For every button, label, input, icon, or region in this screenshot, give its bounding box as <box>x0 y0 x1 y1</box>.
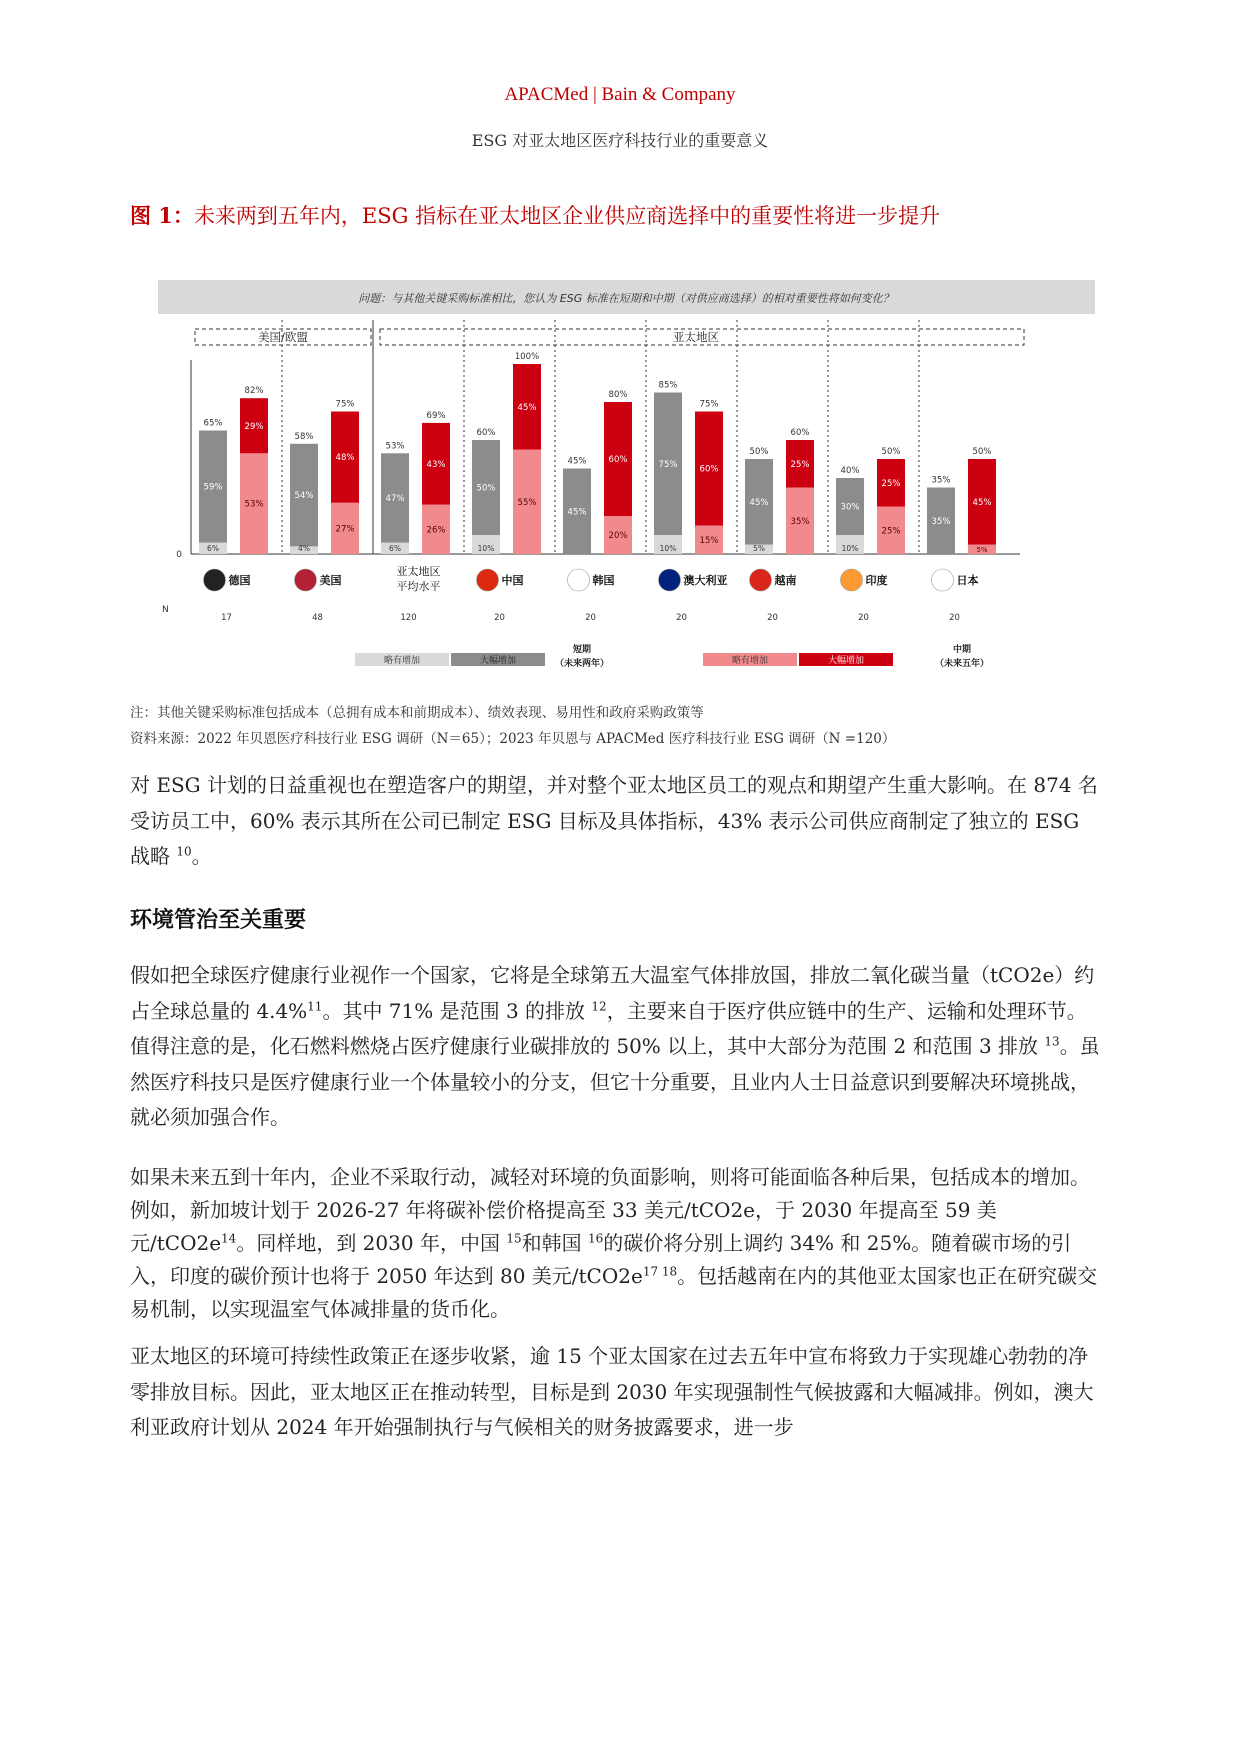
mid-term-slight-label: 25% <box>881 526 901 537</box>
esg-importance-chart <box>140 272 1100 677</box>
p2-part-4: 。虽然医疗科技只是医疗健康行业一个体量较小的分支，但它十分重要，且业内人士日益意识到要解决环境挑战，就必须加强合作。 <box>130 1034 1100 1129</box>
mid-term-total-label: 60% <box>790 428 810 438</box>
short-term-slight-label: 6% <box>389 544 401 553</box>
question-text: 问题：与其他关键采购标准相比，您认为 ESG 标准在短期和中期（对供应商选择）的相对重要性将如何变化？ <box>358 292 894 305</box>
short-term-slight-label: 5% <box>753 544 765 553</box>
n-value: 120 <box>400 613 417 623</box>
n-value: 20 <box>585 613 596 623</box>
short-term-total-label: 58% <box>294 431 314 442</box>
y-zero-label: 0 <box>176 550 182 560</box>
mid-term-slight-label: 26% <box>426 525 446 536</box>
short-term-large-label: 50% <box>476 483 496 494</box>
flag-icon <box>841 569 863 591</box>
paragraph-1 <box>130 768 1105 875</box>
p3-part-3: 和韩国 <box>521 1231 588 1255</box>
category-label: 越南 <box>774 574 797 587</box>
short-term-total-label: 53% <box>385 441 405 452</box>
short-term-total-label: 60% <box>476 428 496 438</box>
short-term-large-label: 59% <box>203 482 223 493</box>
p3-part-4: 的碳价将分别上调约 34% 和 25%。随着碳市场的引入，印度的碳价预计也将于 2050 年达到 80 美元/tCO2e <box>130 1231 1072 1288</box>
p2-part-1: 假如把全球医疗健康行业视作一个国家，它将是全球第五大温室气体排放国，排放二氧化碳当量（tCO2e）约占全球总量的 4.4% <box>130 963 1095 1023</box>
mid-term-large-label: 45% <box>517 402 537 413</box>
short-term-large-label: 54% <box>294 491 314 502</box>
group-label-us-eu: 美国/欧盟 <box>258 330 308 344</box>
category-label: 德国 <box>228 574 251 587</box>
figure-title-text: 未来两到五年内，ESG 指标在亚太地区企业供应商选择中的重要性将进一步提升 <box>193 204 941 228</box>
p1-text: 对 ESG 计划的日益重视也在塑造客户的期望，并对整个亚太地区员工的观点和期望产生重大影响。在 874 名受访员工中，60% 表示其所在公司已制定 ESG 目标及具体指标，43% 表示公司供应商制定了独立的 ESG 战略 <box>130 773 1098 868</box>
short-term-total-label: 45% <box>567 456 587 467</box>
short-term-slight-label: 4% <box>298 544 310 553</box>
ref-15: 15 <box>506 1231 522 1246</box>
ref-12: 12 <box>591 998 607 1013</box>
legend-short-subtitle: （未来两年） <box>554 659 610 669</box>
mid-term-large-label: 60% <box>608 455 628 465</box>
mid-term-large-label: 29% <box>244 421 264 432</box>
flag-icon <box>204 569 226 591</box>
short-term-large-label: 45% <box>749 497 769 508</box>
paragraph-3 <box>130 1161 1105 1326</box>
paragraph-4: 亚太地区的环境可持续性政策正在逐步收紧，逾 15 个亚太国家在过去五年中宣布将致力于实现雄心勃勃的净零排放目标。因此，亚太地区正在推动转型，目标是到 2030 年实现强制性气候披露和大幅减排。例如，澳大利亚政府计划从 2024 年开始强制执行与气候相关的财务披露要求，进一步 <box>130 1344 1094 1439</box>
category-label: 中国 <box>501 574 524 587</box>
mid-term-slight-label: 27% <box>335 524 355 535</box>
p2-part-2: 。其中 71% 是范围 3 的排放 <box>322 998 592 1023</box>
flag-icon <box>568 569 590 591</box>
mid-term-total-label: 80% <box>608 390 628 400</box>
ref-10: 10 <box>176 844 192 859</box>
mid-term-total-label: 69% <box>426 410 446 421</box>
short-term-large-label: 35% <box>931 516 951 527</box>
short-term-total-label: 65% <box>203 418 223 429</box>
short-term-total-label: 85% <box>658 380 678 391</box>
mid-term-large-label: 60% <box>699 464 719 475</box>
p1-end: 。 <box>191 844 212 868</box>
legend-mid-subtitle: （未来五年） <box>934 659 990 669</box>
header-subtitle: ESG 对亚太地区医疗科技行业的重要意义 <box>471 131 769 150</box>
p3-part-2: 。同样地，到 2030 年，中国 <box>236 1231 507 1255</box>
legend-mid-title: 中期 <box>952 645 972 655</box>
n-value: 20 <box>767 613 778 623</box>
flag-icon <box>295 569 317 591</box>
mid-term-slight-label: 35% <box>790 516 810 527</box>
ref-17-18: 17 18 <box>642 1264 678 1279</box>
short-term-total-label: 50% <box>749 447 769 457</box>
n-value: 20 <box>676 613 687 623</box>
short-term-slight-label: 10% <box>841 544 859 553</box>
mid-term-slight-label: 15% <box>699 535 719 546</box>
flag-icon <box>477 569 499 591</box>
mid-term-large-label: 25% <box>790 459 810 470</box>
short-term-slight-label: 10% <box>659 544 677 553</box>
group-label-apac: 亚太地区 <box>673 330 719 344</box>
mid-term-total-label: 75% <box>335 399 355 410</box>
legend-mid-slight: 略有增加 <box>731 656 769 666</box>
mid-term-total-label: 100% <box>514 352 540 362</box>
short-term-total-label: 35% <box>931 475 951 486</box>
header-brand: APACMed | Bain & Company <box>504 84 736 105</box>
flag-icon <box>932 569 954 591</box>
source-text: 资料来源：2022 年贝恩医疗科技行业 ESG 调研（N＝65）；2023 年贝恩与 APACMed 医疗科技行业 ESG 调研（N =120） <box>130 731 896 747</box>
mid-term-total-label: 82% <box>244 386 264 397</box>
bars <box>199 320 996 554</box>
category-label: 日本 <box>956 574 979 587</box>
category-label: 印度 <box>865 574 888 587</box>
legend <box>355 643 989 669</box>
category-label: 韩国 <box>592 574 615 587</box>
figure-notes <box>130 700 895 752</box>
ref-14: 14 <box>221 1231 237 1246</box>
flag-icon <box>750 569 772 591</box>
mid-term-total-label: 50% <box>881 447 901 457</box>
short-term-large-label: 75% <box>658 459 678 470</box>
mid-term-slight-label: 55% <box>517 497 537 508</box>
short-term-large-label: 30% <box>840 502 860 513</box>
legend-short-large: 大幅增加 <box>479 656 517 666</box>
category-label: 美国 <box>319 574 342 587</box>
legend-short-slight: 略有增加 <box>383 656 421 666</box>
ref-11: 11 <box>307 998 323 1013</box>
n-value: 20 <box>858 613 869 623</box>
paragraph-2 <box>130 958 1105 1136</box>
p2-part-3: ，主要来自于医疗供应链中的生产、运输和处理环节。值得注意的是，化石燃料燃烧占医疗健康行业碳排放的 50% 以上，其中大部分为范围 2 和范围 3 排放 <box>130 998 1087 1058</box>
category-label-line-1: 亚太地区 <box>396 565 441 578</box>
short-term-large-label: 45% <box>567 507 587 518</box>
figure-title <box>130 200 940 230</box>
short-term-slight-label: 10% <box>477 544 495 553</box>
n-axis-label: N <box>162 605 169 615</box>
n-value: 20 <box>494 613 505 623</box>
n-value: 48 <box>312 613 323 623</box>
mid-term-total-label: 50% <box>972 447 992 457</box>
note-text: 注：其他关键采购标准包括成本（总拥有成本和前期成本）、绩效表现、易用性和政府采购政策等 <box>130 705 704 721</box>
category-label: 澳大利亚 <box>683 574 728 587</box>
flag-icon <box>659 569 681 591</box>
category-labels <box>204 564 979 623</box>
figure-label: 图 1： <box>130 203 194 228</box>
n-value: 20 <box>949 613 960 623</box>
p3-part-5: 。包括越南在内的其他亚太国家也正在研究碳交易机制，以实现温室气体减排量的货币化。 <box>130 1264 1098 1321</box>
p3-part-1: 如果未来五到十年内，企业不采取行动，减轻对环境的负面影响，则将可能面临各种后果，包括成本的增加。例如，新加坡计划于 2026-27 年将碳补偿价格提高至 33 美元/tCO2e，于 2030 年提高至 59 美元/tCO2e <box>130 1165 1090 1255</box>
section-heading: 环境管治至关重要 <box>130 908 307 933</box>
mid-term-slight-label: 20% <box>608 531 628 541</box>
legend-mid-large: 大幅增加 <box>827 656 865 666</box>
ref-16: 16 <box>587 1231 604 1246</box>
mid-term-large-label: 25% <box>881 478 901 489</box>
mid-term-large-label: 45% <box>972 497 992 508</box>
short-term-slight-label: 6% <box>207 544 219 553</box>
mid-term-slight-label: 53% <box>244 499 264 510</box>
short-term-large-label: 47% <box>385 493 405 504</box>
mid-term-total-label: 75% <box>699 399 719 410</box>
mid-term-slight-label: 5% <box>976 546 988 554</box>
mid-term-large-label: 43% <box>426 459 446 470</box>
mid-term-large-label: 48% <box>335 453 355 464</box>
legend-short-title: 短期 <box>572 645 592 655</box>
ref-13: 13 <box>1044 1034 1060 1049</box>
short-term-total-label: 40% <box>840 466 860 476</box>
category-label-line-2: 平均水平 <box>396 580 441 593</box>
n-value: 17 <box>221 613 232 623</box>
